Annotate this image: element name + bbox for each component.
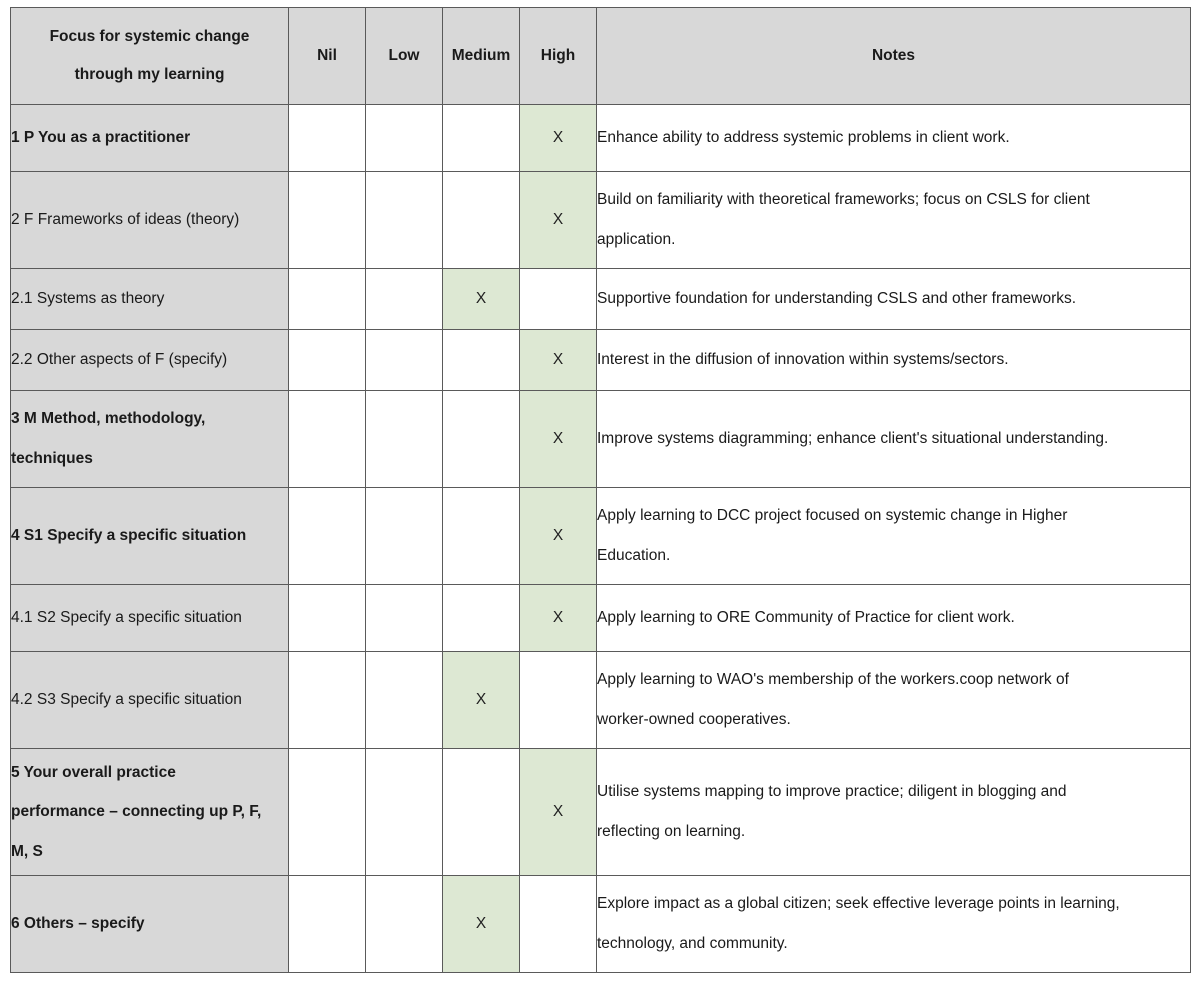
row-notes <box>597 488 1191 585</box>
row-notes-line: Utilise systems mapping to improve practice; diligent in blogging and <box>597 783 1067 801</box>
row-label <box>11 269 289 330</box>
row-notes <box>597 172 1191 269</box>
row-notes <box>597 585 1191 652</box>
row-notes <box>597 749 1191 876</box>
rating-cell-high[interactable]: X <box>520 330 597 391</box>
rating-cell-nil[interactable] <box>289 105 366 172</box>
column-header-low: Low <box>366 8 443 105</box>
row-notes-line: Enhance ability to address systemic problems in client work. <box>597 129 1010 147</box>
rating-cell-nil[interactable] <box>289 749 366 876</box>
rating-cell-medium[interactable] <box>443 749 520 876</box>
row-label <box>11 488 289 585</box>
row-notes-line: application. <box>597 231 676 248</box>
rating-cell-medium[interactable] <box>443 172 520 269</box>
rating-cell-nil[interactable] <box>289 652 366 749</box>
column-header-medium: Medium <box>443 8 520 105</box>
column-header-notes: Notes <box>597 8 1191 105</box>
rating-cell-low[interactable] <box>366 749 443 876</box>
rating-cell-medium[interactable] <box>443 488 520 585</box>
row-notes-line: Apply learning to ORE Community of Practice for client work. <box>597 609 1015 627</box>
row-label-line: 4.1 S2 Specify a specific situation <box>11 609 242 627</box>
table-row <box>11 876 1191 973</box>
table-row <box>11 269 1191 330</box>
row-label <box>11 172 289 269</box>
rating-cell-medium[interactable]: X <box>443 269 520 330</box>
rating-cell-nil[interactable] <box>289 876 366 973</box>
systemic-change-focus-table <box>10 7 1191 973</box>
rating-cell-low[interactable] <box>366 269 443 330</box>
row-label-line: M, S <box>11 842 43 860</box>
row-notes <box>597 876 1191 973</box>
row-notes-line: Interest in the diffusion of innovation within systems/sectors. <box>597 351 1009 369</box>
table-row <box>11 172 1191 269</box>
column-header-high: High <box>520 8 597 105</box>
row-label-line: techniques <box>11 450 93 467</box>
row-label-line: 1 P You as a practitioner <box>11 129 191 147</box>
rating-cell-nil[interactable] <box>289 172 366 269</box>
header-row <box>11 8 1191 105</box>
row-label-line: 4 S1 Specify a specific situation <box>11 527 247 545</box>
row-label <box>11 652 289 749</box>
row-label-line: 2.1 Systems as theory <box>11 290 165 308</box>
row-label <box>11 876 289 973</box>
row-label-line: 2.2 Other aspects of F (specify) <box>11 351 228 369</box>
row-label-line: performance – connecting up P, F, <box>11 803 262 821</box>
rating-cell-low[interactable] <box>366 330 443 391</box>
rating-cell-high[interactable]: X <box>520 585 597 652</box>
column-header-focus-line2: through my learning <box>74 66 225 83</box>
row-label <box>11 105 289 172</box>
row-label-line: 3 M Method, methodology, <box>11 410 206 428</box>
row-label-line: 4.2 S3 Specify a specific situation <box>11 691 242 709</box>
row-label-line: 2 F Frameworks of ideas (theory) <box>11 211 240 229</box>
column-header-focus-line1: Focus for systemic change <box>49 28 250 46</box>
table-row <box>11 105 1191 172</box>
table-row <box>11 749 1191 876</box>
row-notes <box>597 330 1191 391</box>
column-header-nil: Nil <box>289 8 366 105</box>
rating-cell-low[interactable] <box>366 488 443 585</box>
table-row <box>11 391 1191 488</box>
rating-cell-high[interactable]: X <box>520 172 597 269</box>
rating-cell-nil[interactable] <box>289 269 366 330</box>
row-notes <box>597 391 1191 488</box>
row-label-line: 5 Your overall practice <box>11 763 176 781</box>
rating-cell-high[interactable]: X <box>520 391 597 488</box>
row-notes-line: technology, and community. <box>597 935 788 952</box>
rating-cell-high[interactable] <box>520 876 597 973</box>
rating-cell-nil[interactable] <box>289 585 366 652</box>
rating-cell-high[interactable] <box>520 269 597 330</box>
row-notes <box>597 652 1191 749</box>
rating-cell-nil[interactable] <box>289 488 366 585</box>
rating-cell-medium[interactable]: X <box>443 876 520 973</box>
rating-cell-high[interactable] <box>520 652 597 749</box>
row-notes-line: Apply learning to WAO's membership of the workers.coop network of <box>597 671 1069 689</box>
row-label <box>11 749 289 876</box>
rating-cell-medium[interactable]: X <box>443 652 520 749</box>
rating-cell-high[interactable]: X <box>520 105 597 172</box>
rating-cell-low[interactable] <box>366 172 443 269</box>
rating-cell-medium[interactable] <box>443 330 520 391</box>
rating-cell-medium[interactable] <box>443 391 520 488</box>
rating-cell-low[interactable] <box>366 105 443 172</box>
rating-cell-medium[interactable] <box>443 585 520 652</box>
table-row <box>11 652 1191 749</box>
rating-cell-high[interactable]: X <box>520 749 597 876</box>
rating-cell-high[interactable]: X <box>520 488 597 585</box>
rating-cell-low[interactable] <box>366 652 443 749</box>
rating-cell-nil[interactable] <box>289 391 366 488</box>
row-notes-line: Explore impact as a global citizen; seek effective leverage points in learning, <box>597 895 1120 913</box>
row-notes-line: worker-owned cooperatives. <box>597 711 791 728</box>
rating-cell-medium[interactable] <box>443 105 520 172</box>
row-notes-line: Education. <box>597 547 671 564</box>
row-notes <box>597 105 1191 172</box>
row-notes-line: Build on familiarity with theoretical frameworks; focus on CSLS for client <box>597 191 1090 209</box>
table-row <box>11 585 1191 652</box>
row-label <box>11 391 289 488</box>
row-notes-line: Improve systems diagramming; enhance client's situational understanding. <box>597 430 1109 448</box>
table-row <box>11 330 1191 391</box>
row-label <box>11 330 289 391</box>
table-body <box>11 105 1191 973</box>
row-notes <box>597 269 1191 330</box>
row-notes-line: reflecting on learning. <box>597 823 746 840</box>
row-label <box>11 585 289 652</box>
rating-cell-low[interactable] <box>366 585 443 652</box>
rating-cell-low[interactable] <box>366 391 443 488</box>
table-row <box>11 488 1191 585</box>
rating-cell-nil[interactable] <box>289 330 366 391</box>
row-notes-line: Apply learning to DCC project focused on systemic change in Higher <box>597 507 1068 525</box>
column-header-focus <box>11 8 289 105</box>
row-notes-line: Supportive foundation for understanding CSLS and other frameworks. <box>597 290 1077 308</box>
rating-cell-low[interactable] <box>366 876 443 973</box>
table-header <box>11 8 1191 105</box>
row-label-line: 6 Others – specify <box>11 915 145 933</box>
